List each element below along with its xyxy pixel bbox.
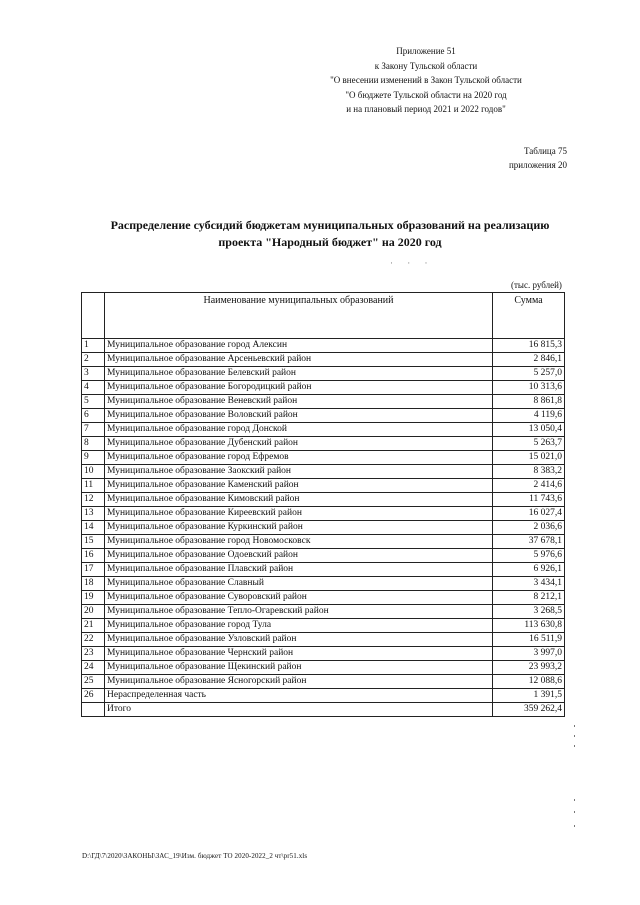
row-amount: 8 861,8 [493, 395, 565, 409]
table-row [82, 353, 565, 367]
row-name: Муниципальное образование город Донской [105, 423, 493, 437]
row-amount: 16 027,4 [493, 507, 565, 521]
table-row [82, 367, 565, 381]
row-name: Муниципальное образование город Тула [105, 619, 493, 633]
total-label: Итого [105, 703, 493, 717]
total-number-cell [82, 703, 105, 717]
row-number: 22 [82, 633, 105, 647]
row-name: Муниципальное образование Куркинский район [105, 521, 493, 535]
row-name: Муниципальное образование Чернский район [105, 647, 493, 661]
row-amount: 5 257,0 [493, 367, 565, 381]
row-number: 1 [82, 339, 105, 353]
row-amount: 11 743,6 [493, 493, 565, 507]
row-name: Муниципальное образование Узловский район [105, 633, 493, 647]
units-label: (тыс. рублей) [511, 280, 562, 290]
table-row [82, 493, 565, 507]
table-row [82, 395, 565, 409]
row-name: Муниципальное образование Веневский район [105, 395, 493, 409]
row-amount: 5 976,6 [493, 549, 565, 563]
row-number: 7 [82, 423, 105, 437]
row-amount: 13 050,4 [493, 423, 565, 437]
document-title-line-2: проекта "Народный бюджет" на 2020 год [218, 235, 442, 249]
row-name: Муниципальное образование город Алексин [105, 339, 493, 353]
table-row [82, 661, 565, 675]
row-name: Муниципальное образование город Новомосковск [105, 535, 493, 549]
row-name: Муниципальное образование Щекинский район [105, 661, 493, 675]
table-row [82, 381, 565, 395]
row-number: 17 [82, 563, 105, 577]
row-name: Муниципальное образование Дубенский район [105, 437, 493, 451]
table-row [82, 507, 565, 521]
appendix-number: Приложение 51 [396, 46, 456, 56]
column-header-number [82, 293, 105, 339]
row-name: Муниципальное образование Ясногорский район [105, 675, 493, 689]
row-name: Муниципальное образование Тепло-Огаревский район [105, 605, 493, 619]
table-row [82, 675, 565, 689]
row-amount: 37 678,1 [493, 535, 565, 549]
row-number: 18 [82, 577, 105, 591]
table-row [82, 591, 565, 605]
row-number: 12 [82, 493, 105, 507]
subsidy-table [81, 292, 565, 717]
table-row [82, 339, 565, 353]
row-number: 8 [82, 437, 105, 451]
table-row [82, 605, 565, 619]
total-amount: 359 262,4 [493, 703, 565, 717]
document-title-line-1: Распределение субсидий бюджетам муниципальных образований на реализацию [110, 218, 550, 232]
row-name: Муниципальное образование город Ефремов [105, 451, 493, 465]
row-number: 3 [82, 367, 105, 381]
table-row [82, 409, 565, 423]
table-row [82, 479, 565, 493]
document-title [80, 217, 580, 251]
row-amount: 3 268,5 [493, 605, 565, 619]
appendix-law-title-2: "О бюджете Тульской области на 2020 год [345, 89, 507, 100]
row-name: Муниципальное образование Арсеньевский район [105, 353, 493, 367]
row-number: 26 [82, 689, 105, 703]
column-header-sum: Сумма [493, 293, 565, 339]
row-name: Муниципальное образование Воловский район [105, 409, 493, 423]
appendix-law-title-3: и на плановый период 2021 и 2022 годов" [346, 104, 506, 114]
row-name: Муниципальное образование Киреевский район [105, 507, 493, 521]
table-reference [509, 144, 567, 172]
column-header-name: Наименование муниципальных образований [105, 293, 493, 339]
row-amount: 2 036,6 [493, 521, 565, 535]
total-row [82, 703, 565, 717]
row-number: 16 [82, 549, 105, 563]
scan-edge-marks [574, 725, 580, 845]
row-amount: 3 997,0 [493, 647, 565, 661]
row-name: Муниципальное образование Одоевский район [105, 549, 493, 563]
table-row [82, 451, 565, 465]
row-amount: 16 815,3 [493, 339, 565, 353]
row-name: Муниципальное образование Богородицкий район [105, 381, 493, 395]
row-number: 2 [82, 353, 105, 367]
table-row [82, 423, 565, 437]
table-row [82, 521, 565, 535]
row-name: Муниципальное образование Белевский район [105, 367, 493, 381]
row-number: 15 [82, 535, 105, 549]
row-number: 10 [82, 465, 105, 479]
appendix-law-ref: к Закону Тульской области [374, 60, 478, 71]
appendix-law-title-1: "О внесении изменений в Закон Тульской области [330, 75, 522, 85]
row-amount: 6 926,1 [493, 563, 565, 577]
table-row [82, 549, 565, 563]
row-name: Муниципальное образование Суворовский район [105, 591, 493, 605]
row-amount: 12 088,6 [493, 675, 565, 689]
table-number: Таблица 75 [524, 146, 567, 156]
row-amount: 2 414,6 [493, 479, 565, 493]
row-number: 25 [82, 675, 105, 689]
row-amount: 8 383,2 [493, 465, 565, 479]
table-row [82, 633, 565, 647]
row-name: Муниципальное образование Каменский район [105, 479, 493, 493]
row-name: Муниципальное образование Славный [105, 577, 493, 591]
table-row [82, 437, 565, 451]
table-row [82, 689, 565, 703]
row-number: 6 [82, 409, 105, 423]
table-header-row [82, 293, 565, 339]
row-name: Муниципальное образование Кимовский район [105, 493, 493, 507]
row-number: 19 [82, 591, 105, 605]
row-number: 13 [82, 507, 105, 521]
table-appendix: приложения 20 [508, 160, 567, 170]
appendix-header [276, 44, 576, 117]
row-amount: 15 021,0 [493, 451, 565, 465]
table-row [82, 619, 565, 633]
row-amount: 113 630,8 [493, 619, 565, 633]
row-amount: 16 511,9 [493, 633, 565, 647]
row-amount: 8 212,1 [493, 591, 565, 605]
row-number: 11 [82, 479, 105, 493]
row-number: 20 [82, 605, 105, 619]
row-name: Нераспределенная часть [105, 689, 493, 703]
table-row [82, 577, 565, 591]
table-row [82, 563, 565, 577]
row-number: 5 [82, 395, 105, 409]
row-amount: 10 313,6 [493, 381, 565, 395]
row-name: Муниципальное образование Заокский район [105, 465, 493, 479]
row-number: 9 [82, 451, 105, 465]
row-amount: 5 263,7 [493, 437, 565, 451]
row-number: 24 [82, 661, 105, 675]
row-amount: 3 434,1 [493, 577, 565, 591]
row-amount: 4 119,6 [493, 409, 565, 423]
row-number: 23 [82, 647, 105, 661]
row-amount: 23 993,2 [493, 661, 565, 675]
scan-specks: · · · [390, 258, 434, 268]
row-amount: 1 391,5 [493, 689, 565, 703]
table-row [82, 465, 565, 479]
file-path-footer: D:\ГД\7\2020\ЗАКОНЫ\ЗАС_19\Изм. бюджет ТО 2020-2022_2 чт\pr51.xls [82, 852, 308, 860]
row-amount: 2 846,1 [493, 353, 565, 367]
row-number: 14 [82, 521, 105, 535]
table-row [82, 647, 565, 661]
row-name: Муниципальное образование Плавский район [105, 563, 493, 577]
row-number: 21 [82, 619, 105, 633]
table-row [82, 535, 565, 549]
row-number: 4 [82, 381, 105, 395]
